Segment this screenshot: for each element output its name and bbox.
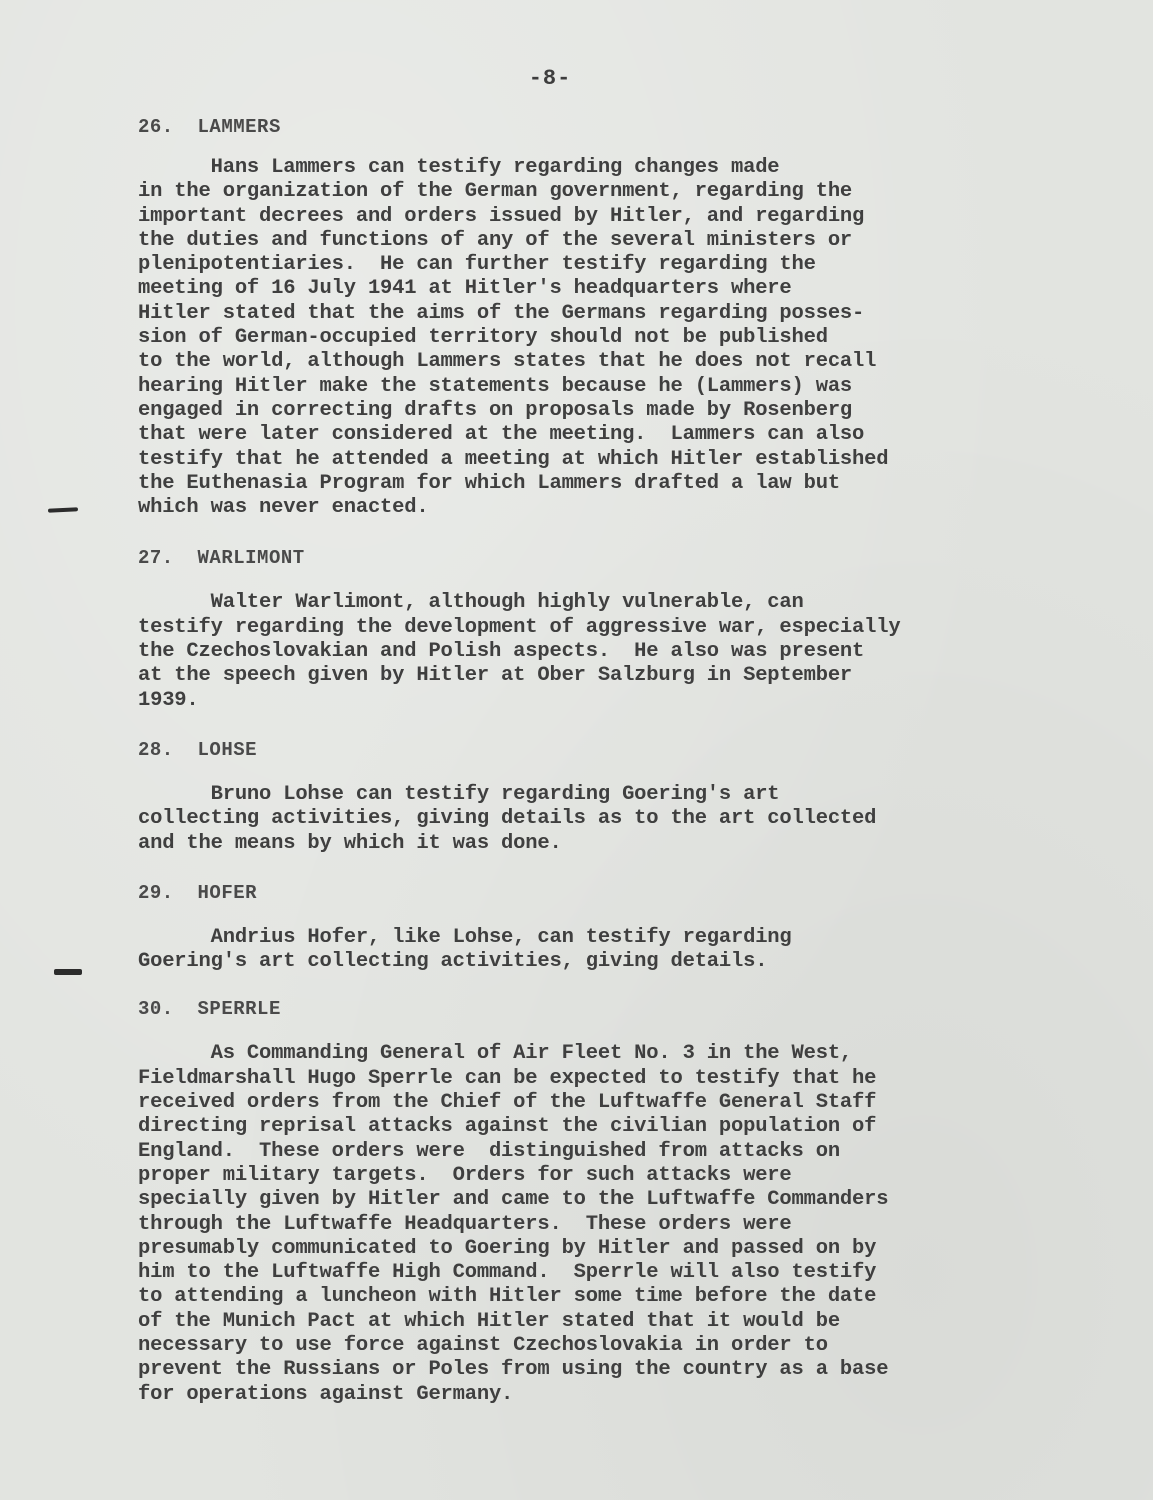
witness-section-sperrle bbox=[138, 994, 1038, 1406]
section-heading bbox=[138, 878, 1038, 908]
section-number: 27. bbox=[138, 547, 174, 570]
section-name: LOHSE bbox=[197, 738, 258, 761]
section-paragraph: Andrius Hofer, like Lohse, can testify regarding Goering's art collecting activities, giving details. bbox=[138, 925, 792, 974]
witness-section-lammers bbox=[138, 112, 1038, 520]
section-number: 29. bbox=[138, 881, 174, 904]
witness-section-hofer bbox=[138, 878, 1038, 975]
section-paragraph: Hans Lammers can testify regarding changes made in the organization of the German government, regarding the important decrees and orders issued by Hitler, and regarding the duties and functions of any of the several ministers or plenipotentiaries. He can further testify regarding the meeting of 16 July 1941 at Hitler's headquarters where Hitler stated that the aims of the Germans regarding posses- sion of German-occupied territory should not be published to the world, although Lammers states that he does not recall hearing Hitler make the statements because he (Lammers) was engaged in correcting drafts on proposals made by Rosenberg that were later considered at the meeting. Lammers can also testify that he attended a meeting at which Hitler established the Euthenasia Program for which Lammers drafted a law but which was never enacted. bbox=[138, 156, 889, 520]
witness-section-warlimont bbox=[138, 543, 1038, 712]
section-number: 26. bbox=[138, 116, 174, 138]
section-paragraph: Bruno Lohse can testify regarding Goering's art collecting activities, giving details as to the art collected and the means by which it was done. bbox=[138, 782, 877, 855]
section-heading bbox=[138, 112, 1038, 142]
section-paragraph: Walter Warlimont, although highly vulnerable, can testify regarding the development of aggressive war, especially the Czechoslovakian and Polish aspects. He also was present at the speech given by Hitler at Ober Salzburg in September 1939. bbox=[138, 591, 901, 712]
section-number: 30. bbox=[138, 998, 174, 1021]
section-number: 28. bbox=[138, 738, 174, 761]
section-paragraph: As Commanding General of Air Fleet No. 3 in the West, Fieldmarshall Hugo Sperrle can be expected to testify that he received orders from the Chief of the Luftwaffe General Staff directing reprisal attacks against the civilian population of England. These orders were distinguished from attacks on proper military targets. Orders for such attacks were specially given by Hitler and came to the Luftwaffe Commanders through the Luftwaffe Headquarters. These orders were presumably communicated to Goering by Hitler and passed on by him to the Luftwaffe High Command. Sperrle will also testify to attending a luncheon with Hitler some time before the date of the Munich Pact at which Hitler stated that it would be necessary to use force against Czechoslovakia in order to prevent the Russians or Poles from using the country as a base for operations against Germany. bbox=[138, 1042, 889, 1406]
witness-section-lohse bbox=[138, 735, 1038, 856]
margin-mark bbox=[54, 969, 82, 975]
section-heading bbox=[138, 543, 1038, 573]
section-name: WARLIMONT bbox=[197, 547, 305, 570]
page-number: -8- bbox=[528, 66, 572, 91]
document-body bbox=[138, 112, 1038, 1407]
section-heading bbox=[138, 735, 1038, 765]
margin-mark bbox=[48, 507, 78, 513]
section-heading bbox=[138, 994, 1038, 1024]
section-name: SPERRLE bbox=[197, 998, 281, 1021]
section-name: HOFER bbox=[197, 881, 258, 904]
section-name: LAMMERS bbox=[197, 116, 281, 138]
